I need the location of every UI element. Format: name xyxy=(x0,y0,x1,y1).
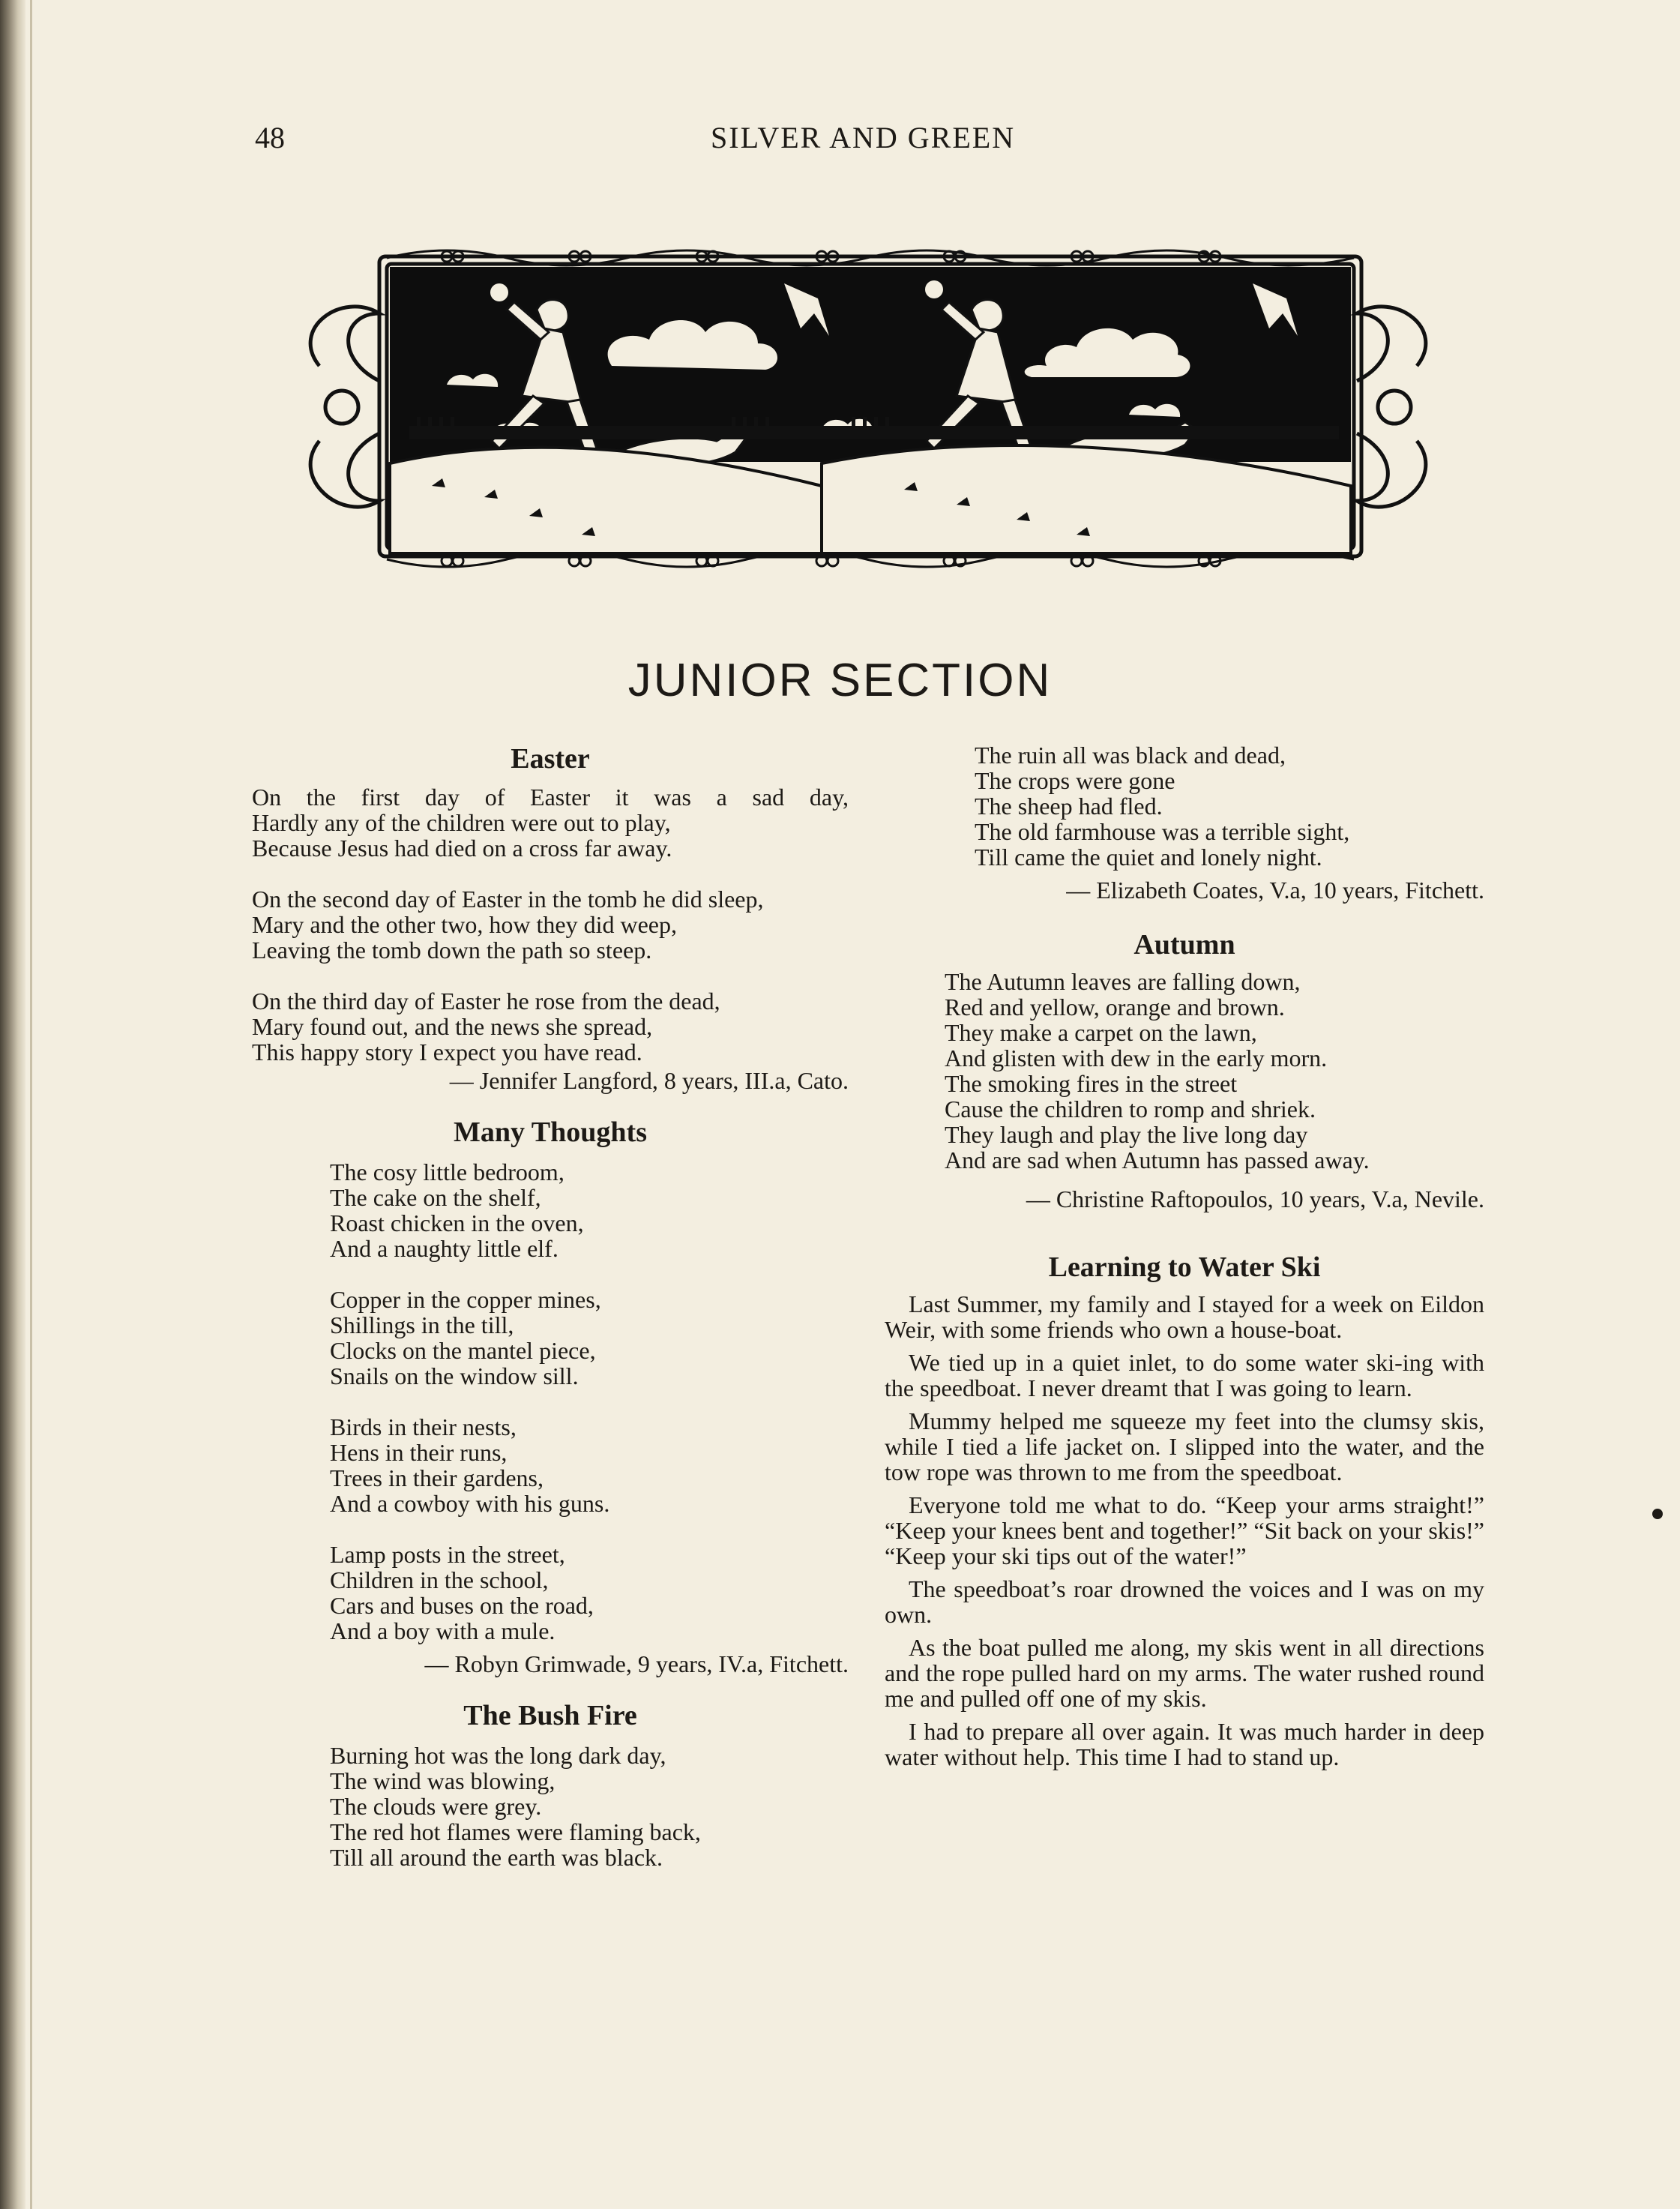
bush-fire-continued-stanza xyxy=(885,742,1484,870)
many-thoughts-attribution: — Robyn Grimwade, 9 years, IV.a, Fitchett. xyxy=(424,1650,849,1677)
many-thoughts-stanza-3 xyxy=(330,1414,849,1516)
poem-title-autumn: Autumn xyxy=(1133,929,1235,961)
story-paragraph: The speedboat’s roar drowned the voices and I was on my own. xyxy=(885,1575,1484,1628)
bush-fire-attribution: — Elizabeth Coates, V.a, 10 years, Fitchett. xyxy=(1066,877,1484,904)
poem-line: Cause the children to romp and shriek. xyxy=(945,1096,1316,1122)
poem-line: The crops were gone xyxy=(975,767,1175,794)
easter-stanza-3 xyxy=(252,988,849,1065)
poem-title-easter: Easter xyxy=(511,743,590,775)
poem-line: Hardly any of the children were out to play, xyxy=(252,809,671,836)
story-paragraph: Last Summer, my family and I stayed for a week on Eildon Weir, with some friends who own a house-boat. xyxy=(885,1290,1484,1343)
margin-dot xyxy=(1652,1509,1663,1519)
banner-illustration xyxy=(297,238,1439,577)
poem-line: And a boy with a mule. xyxy=(330,1617,556,1644)
poem-line: Hens in their runs, xyxy=(330,1439,508,1466)
many-thoughts-stanza-2 xyxy=(330,1287,849,1389)
story-paragraph: We tied up in a quiet inlet, to do some water ski-ing with the speedboat. I never dreamt that I was going to learn. xyxy=(885,1349,1484,1401)
easter-stanza-2 xyxy=(252,886,849,963)
poem-title-many-thoughts: Many Thoughts xyxy=(453,1116,647,1148)
poem-title-bush-fire: The Bush Fire xyxy=(463,1700,637,1731)
many-thoughts-stanza-1 xyxy=(330,1159,849,1261)
poem-line: And a naughty little elf. xyxy=(330,1235,559,1262)
easter-stanza-1 xyxy=(252,784,849,861)
poem-line: The red hot flames were flaming back, xyxy=(330,1818,701,1845)
poem-line: Birds in their nests, xyxy=(330,1413,517,1440)
poem-line: They make a carpet on the lawn, xyxy=(945,1019,1257,1046)
poem-line: Red and yellow, orange and brown. xyxy=(945,994,1285,1021)
binding-gutter-line xyxy=(30,0,32,2209)
poem-line: And glisten with dew in the early morn. xyxy=(945,1045,1328,1072)
poem-line: And a cowboy with his guns. xyxy=(330,1490,610,1517)
poem-line: Mary found out, and the news she spread, xyxy=(252,1013,653,1040)
many-thoughts-stanza-4 xyxy=(330,1542,849,1644)
running-head: SILVER AND GREEN xyxy=(711,121,1016,154)
poem-line: The clouds were grey. xyxy=(330,1793,542,1820)
right-column xyxy=(885,742,1484,1770)
poem-line: Cars and buses on the road, xyxy=(330,1592,594,1619)
poem-line: Lamp posts in the street, xyxy=(330,1541,565,1568)
hills-icon xyxy=(390,445,1351,553)
poem-line: Snails on the window sill. xyxy=(330,1362,579,1389)
bush-fire-stanza xyxy=(252,1743,849,1870)
poem-line: They laugh and play the live long day xyxy=(945,1121,1308,1148)
section-title: JUNIOR SECTION xyxy=(627,655,1053,706)
poem-line: The cosy little bedroom, xyxy=(330,1158,564,1185)
story-paragraph: As the boat pulled me along, my skis went in all directions and the rope pulled hard on my arms. The water rushed round me and pulled off one of my skis. xyxy=(885,1634,1484,1712)
poem-line: On the second day of Easter in the tomb he did sleep, xyxy=(252,886,764,913)
poem-line: Trees in their gardens, xyxy=(330,1464,544,1491)
poem-line: Children in the school, xyxy=(330,1566,549,1593)
poem-line: The Autumn leaves are falling down, xyxy=(945,968,1301,995)
poem-line: The ruin all was black and dead, xyxy=(975,742,1286,769)
poem-line: Because Jesus had died on a cross far away. xyxy=(252,835,672,862)
easter-attribution: — Jennifer Langford, 8 years, III.a, Cato. xyxy=(449,1067,849,1094)
poem-line: The cake on the shelf, xyxy=(330,1184,541,1211)
left-column xyxy=(252,742,849,1870)
story-paragraph: Everyone told me what to do. “Keep your arms straight!” “Keep your knees bent and together!” “Sit back on your skis!” “Keep your ski tips out of the water!” xyxy=(885,1491,1484,1569)
poem-line: Till came the quiet and lonely night. xyxy=(975,844,1322,871)
page-number: 48 xyxy=(255,121,285,154)
poem-line: Roast chicken in the oven, xyxy=(330,1209,584,1236)
poem-line: Mary and the other two, how they did weep, xyxy=(252,911,677,938)
poem-line: Burning hot was the long dark day, xyxy=(330,1742,666,1769)
poem-line: Shillings in the till, xyxy=(330,1311,514,1338)
poem-line: Copper in the copper mines, xyxy=(330,1286,601,1313)
book-binding-edge xyxy=(0,0,25,2209)
poem-line: And are sad when Autumn has passed away. xyxy=(945,1146,1370,1173)
poem-line: On the third day of Easter he rose from the dead, xyxy=(252,988,720,1015)
poem-line: This happy story I expect you have read. xyxy=(252,1039,642,1066)
poem-line: The smoking fires in the street xyxy=(945,1070,1238,1097)
poem-line: The wind was blowing, xyxy=(330,1767,556,1794)
poem-line: Clocks on the mantel piece, xyxy=(330,1337,596,1364)
poem-line: On the first day of Easter it was a sad day, xyxy=(252,784,849,811)
story-paragraph: Mummy helped me squeeze my feet into the clumsy skis, while I tied a life jacket on. I slipped into the water, and the tow rope was thrown to me from the speedboat. xyxy=(885,1407,1484,1485)
poem-line: Leaving the tomb down the path so steep. xyxy=(252,937,652,964)
story-title-water-ski: Learning to Water Ski xyxy=(1048,1251,1321,1283)
autumn-stanza xyxy=(885,969,1484,1173)
poem-line: The old farmhouse was a terrible sight, xyxy=(975,818,1350,845)
story-paragraph: I had to prepare all over again. It was much harder in deep water without help. This time I had to stand up. xyxy=(885,1718,1484,1770)
autumn-attribution: — Christine Raftopoulos, 10 years, V.a, Nevile. xyxy=(1026,1185,1484,1212)
poem-line: The sheep had fled. xyxy=(975,793,1163,820)
poem-line: Till all around the earth was black. xyxy=(330,1844,663,1871)
